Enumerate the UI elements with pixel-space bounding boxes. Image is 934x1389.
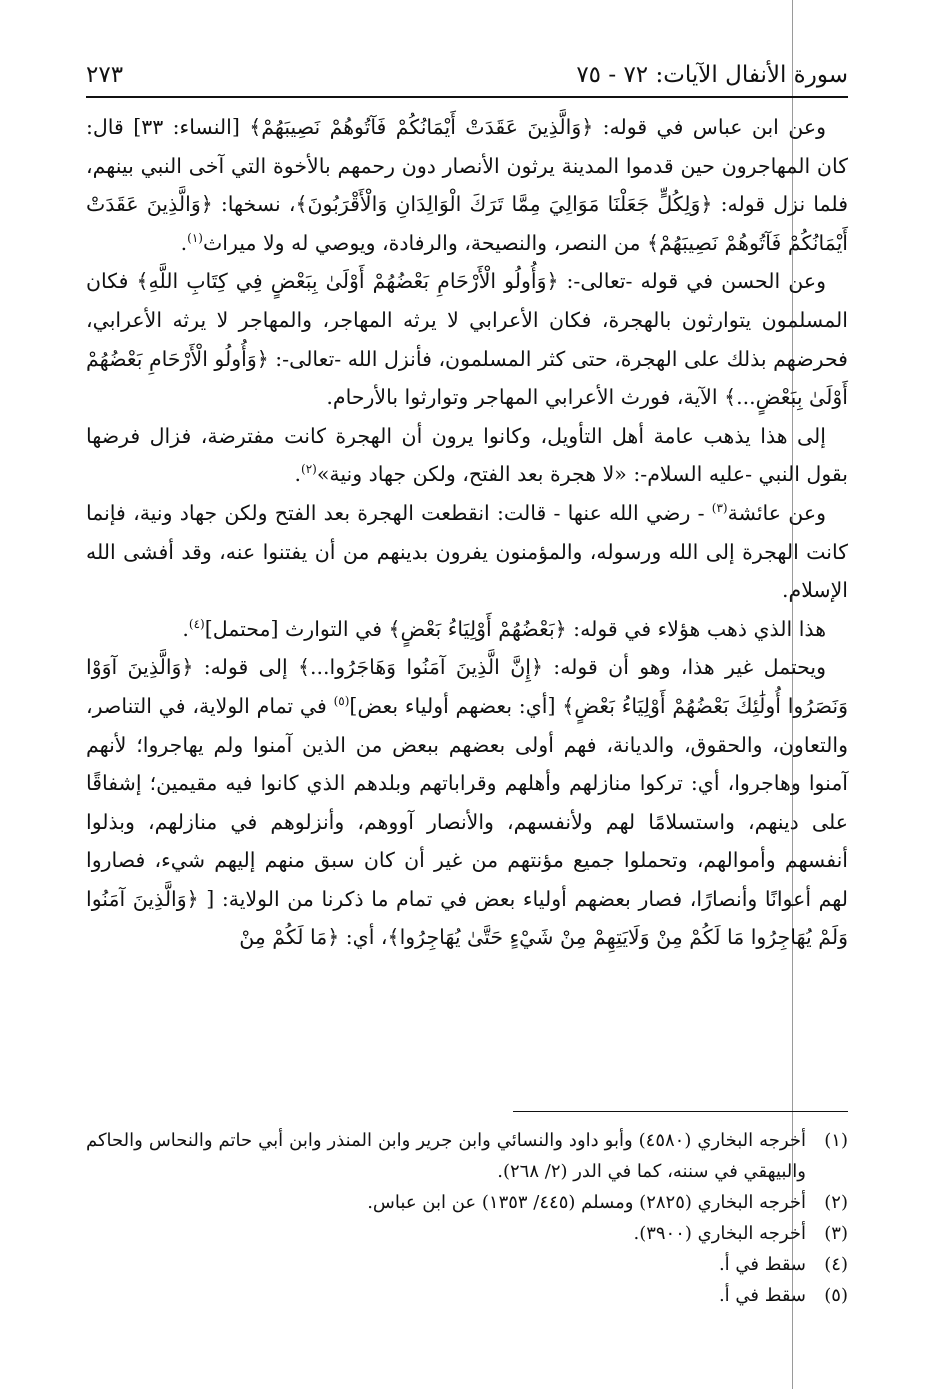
footnote-3 — [86, 1218, 848, 1249]
footnote-text: سقط في أ. — [718, 1285, 806, 1306]
paragraph-text-cont: - رضي الله عنها - قالت: انقطعت الهجرة بعد الفتح ولكن جهاد ونية، فإنما كانت الهجرة إلى الله ورسوله، والمؤمنون يفرون بدينهم من أن يفتنوا عنه، وقد أفشى الله الإسلام. — [86, 500, 848, 603]
footnote-text: أخرجه البخاري (٣٩٠٠). — [633, 1223, 806, 1244]
paragraph-ibn-abbas — [86, 108, 848, 262]
footnote-4 — [86, 1249, 848, 1280]
running-title: سورة الأنفال الآيات: ٧٢ - ٧٥ — [576, 62, 848, 88]
paragraph-text: وعن الحسن في قوله -تعالى-: ﴿وَأُولُو الْأَرْحَامِ بَعْضُهُمْ أَوْلَىٰ بِبَعْضٍ فِي كِتَابِ اللَّهِ﴾ فكان المسلمون يتوارثون بالهجرة، فكان الأعرابي لا يرثه المهاجر، والمهاجر لا يرثه الأعرابي، فحرضهم بذلك على الهجرة، حتى كثر المسلمون، فأنزل الله -تعالى-: ﴿وَأُولُو الْأَرْحَامِ بَعْضُهُمْ أَوْلَىٰ بِبَعْضٍ...﴾ الآية، فورث الأعرابي المهاجر وتوارثوا بالأرحام. — [86, 269, 848, 410]
footnote-ref: (٢) — [301, 462, 317, 477]
paragraph-inheritance — [86, 610, 848, 649]
footnote-number: (١) — [824, 1130, 848, 1151]
paragraph-text: وعن عائشة — [727, 500, 827, 525]
header-rule — [86, 96, 848, 98]
paragraph-text: هذا الذي ذهب هؤلاء في قوله: ﴿بَعْضُهُمْ أَوْلِيَاءُ بَعْضٍ﴾ في التوارث [محتمل] — [204, 616, 826, 641]
footnotes — [86, 1125, 848, 1311]
footnote-ref: (٥) — [333, 694, 350, 709]
paragraph-aisha — [86, 494, 848, 610]
paragraph-alternative — [86, 648, 848, 957]
footnote-text: سقط في أ. — [718, 1254, 806, 1275]
paragraph-text: وعن ابن عباس في قوله: ﴿وَالَّذِينَ عَقَدَتْ أَيْمَانُكُمْ فَآتُوهُمْ نَصِيبَهُمْ﴾ [النساء: ٣٣] قال: كان المهاجرون حين قدموا المدينة يرثون الأنصار دون رحمهم بالأخوة التي آخى النبي بينهم، فلما نزل قوله: ﴿وَلِكُلٍّ جَعَلْنَا مَوَالِيَ مِمَّا تَرَكَ الْوَالِدَانِ وَالْأَقْرَبُونَ﴾، نسخها: ﴿وَالَّذِينَ عَقَدَتْ أَيْمَانُكُمْ فَآتُوهُمْ نَصِيبَهُمْ﴾ من النصر، والنصيحة، والرفادة، ويوصي له ولا ميراث — [86, 115, 848, 255]
footnote-1 — [86, 1125, 848, 1187]
footnote-rule — [513, 1111, 848, 1112]
footnote-ref: (١) — [187, 230, 203, 245]
main-text — [86, 108, 848, 957]
footnote-text: أخرجه البخاري (٤٥٨٠) وأبو داود والنسائي وابن جرير وابن المنذر وابن أبي حاتم والنحاس والحاكم والبيهقي في سننه، كما في الدر (٢/ ٢٦٨). — [86, 1130, 806, 1182]
footnote-number: (٤) — [824, 1254, 848, 1275]
footnote-ref: (٣) — [711, 501, 728, 516]
footnote-2 — [86, 1187, 848, 1218]
page-number: ٢٧٣ — [86, 62, 124, 88]
paragraph-text: إلى هذا يذهب عامة أهل التأويل، وكانوا يرون أن الهجرة كانت مفترضة، فزال فرضها بقول النبي -عليه السلام-: «لا هجرة بعد الفتح، ولكن جهاد ونية» — [86, 423, 848, 487]
footnote-5 — [86, 1280, 848, 1311]
paragraph-end: . — [180, 230, 188, 255]
paragraph-text: ويحتمل غير هذا، وهو أن قوله: ﴿إِنَّ الَّذِينَ آمَنُوا وَهَاجَرُوا...﴾ إلى قوله: ﴿وَالَّذِينَ آوَوْا وَنَصَرُوا أُولَٰئِكَ بَعْضُهُمْ أَوْلِيَاءُ بَعْضٍ﴾ [أي: بعضهم أولياء بعض] — [86, 655, 848, 718]
paragraph-text-cont: في تمام الولاية، في التناصر، والتعاون، والحقوق، والديانة، فهم أولى بعضهم ببعض من الذين آمنوا ولم يهاجروا؛ لأنهم آمنوا وهاجروا، أي: تركوا منازلهم وأهلهم وقراباتهم وبلدهم الذي كانوا فيه مقيمين؛ إشفاقًا على دينهم، واستسلامًا لهم ولأنفسهم، والأنصار آووهم، وأنزلوهم في منازلهم، وبذلوا أنفسهم وأموالهم، وتحملوا جميع مؤنتهم من غير أن كان سبق منهم إليهم شيء، فصاروا لهم أعوانًا وأنصارًا، فصار بعضهم أولياء بعض في تمام ما ذكرنا من الولاية: [ ﴿وَالَّذِينَ آمَنُوا وَلَمْ يُهَاجِرُوا مَا لَكُمْ مِنْ وَلَايَتِهِمْ مِنْ شَيْءٍ حَتَّىٰ يُهَاجِرُوا﴾، أي: ﴿مَا لَكُمْ مِنْ — [86, 693, 848, 950]
footnote-ref: (٤) — [188, 616, 205, 631]
footnote-text: أخرجه البخاري (٢٨٢٥) ومسلم (٤٤٥/ ١٣٥٣) عن ابن عباس. — [367, 1192, 806, 1213]
paragraph-al-hasan — [86, 262, 848, 416]
paragraph-end: . — [294, 462, 301, 487]
footnote-number: (٣) — [824, 1223, 848, 1244]
footnote-number: (٢) — [824, 1192, 848, 1213]
paragraph-tawil — [86, 417, 848, 494]
page-header — [86, 58, 848, 98]
footnote-number: (٥) — [824, 1285, 848, 1306]
paragraph-end: . — [182, 616, 189, 641]
